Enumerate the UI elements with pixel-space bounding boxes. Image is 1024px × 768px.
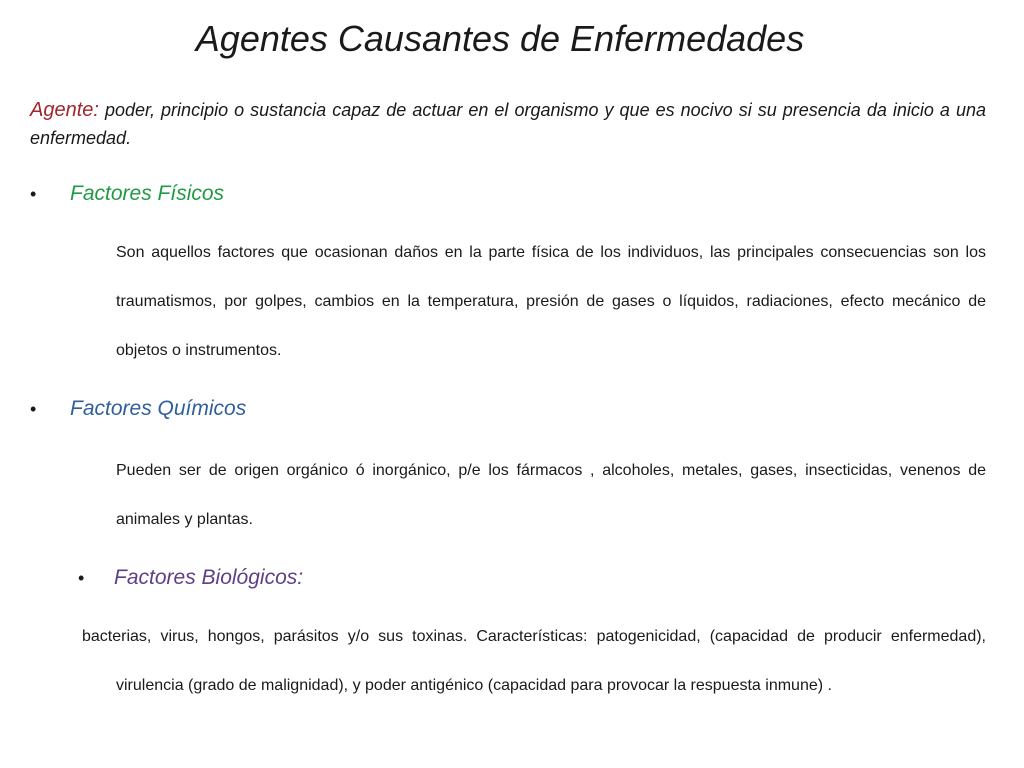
bullet-dot-icon: • (30, 184, 37, 204)
section-physical-heading-row (30, 182, 224, 206)
section-biological-heading: Factores Biológicos: (114, 566, 304, 589)
section-chemical-heading-row (30, 397, 246, 421)
section-biological-heading-row (78, 566, 303, 590)
definition-text: poder, principio o sustancia capaz de actuar en el organismo y que es nocivo si su presencia da inicio a una enfermedad. (30, 100, 986, 148)
section-chemical-body: Pueden ser de origen orgánico ó inorgánico, p/e los fármacos , alcoholes, metales, gases, insecticidas, venenos de animales y plantas. (116, 462, 986, 528)
section-chemical-heading: Factores Químicos (70, 397, 247, 420)
section-physical-heading: Factores Físicos (70, 182, 225, 205)
bullet-dot-icon: • (30, 399, 37, 419)
definition-term: Agente: (30, 99, 99, 121)
section-physical-body: Son aquellos factores que ocasionan daños en la parte física de los individuos, las principales consecuencias son los traumatismos, por golpes, cambios en la temperatura, presión de gases o líquidos, radiaciones, efecto mecánico de objetos o instrumentos. (116, 244, 986, 359)
section-biological-body: bacterias, virus, hongos, parásitos y/o sus toxinas. Características: patogenicidad, (capacidad de producir enfermedad), virulencia (grado de malignidad), y poder antigénico (capacidad para provocar la respuesta inmune) . (82, 628, 986, 694)
slide-title: Agentes Causantes de Enfermedades (195, 18, 805, 59)
bullet-dot-icon: • (78, 568, 85, 588)
definition-paragraph (30, 96, 986, 152)
